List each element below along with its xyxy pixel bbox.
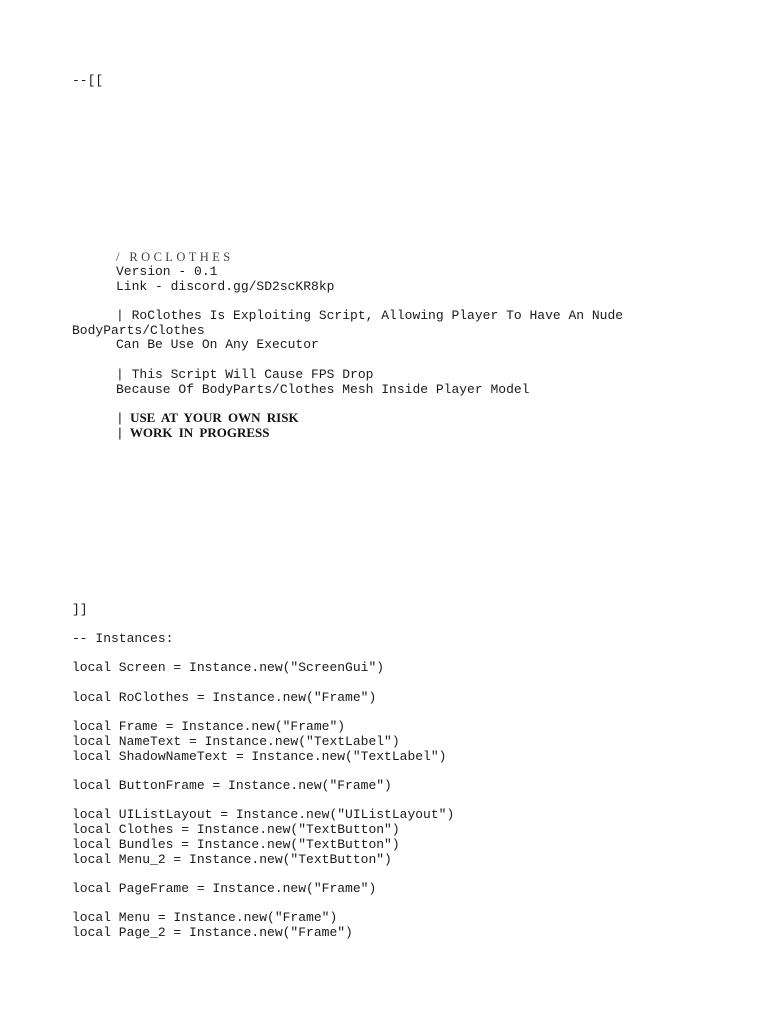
warning-risk-text: USE AT YOUR OWN RISK	[130, 410, 299, 425]
code-line-buttonframe: local ButtonFrame = Instance.new("Frame")	[72, 778, 392, 793]
code-line-bundles: local Bundles = Instance.new("TextButton")	[72, 837, 400, 852]
banner-desc-line3: Can Be Use On Any Executor	[116, 337, 319, 352]
code-line-clothes: local Clothes = Instance.new("TextButton")	[72, 822, 400, 837]
comment-close: ]]	[72, 602, 88, 617]
code-line-page2: local Page_2 = Instance.new("Frame")	[72, 925, 353, 940]
banner-title-text: ROCLOTHES	[129, 250, 234, 264]
code-line-menu: local Menu = Instance.new("Frame")	[72, 910, 338, 925]
instances-comment: -- Instances:	[72, 631, 174, 646]
code-line-menu2: local Menu_2 = Instance.new("TextButton")	[72, 852, 392, 867]
code-line-shadownametext: local ShadowNameText = Instance.new("TextLabel")	[72, 749, 447, 764]
code-line-roclothes: local RoClothes = Instance.new("Frame")	[72, 690, 377, 705]
code-line-uilistlayout: local UIListLayout = Instance.new("UIListLayout")	[72, 807, 455, 822]
code-line-pageframe: local PageFrame = Instance.new("Frame")	[72, 881, 377, 896]
code-line-nametext: local NameText = Instance.new("TextLabel")	[72, 734, 400, 749]
warning-wip-text: WORK IN PROGRESS	[129, 425, 270, 440]
banner-fps-line1: | This Script Will Cause FPS Drop	[116, 367, 374, 382]
banner-title-prefix: /	[116, 250, 130, 264]
banner-fps-line2: Because Of BodyParts/Clothes Mesh Inside Player Model	[116, 382, 530, 397]
banner-title	[116, 250, 234, 265]
banner-link: Link - discord.gg/SD2scKR8kp	[116, 279, 335, 294]
comment-open: --[[	[72, 73, 104, 88]
warning-wip-bar: |	[116, 426, 124, 441]
warning-risk-bar: |	[116, 411, 124, 426]
banner-desc-line2: BodyParts/Clothes	[72, 323, 205, 338]
code-line-screen: local Screen = Instance.new("ScreenGui")	[72, 660, 385, 675]
banner-desc-line1: | RoClothes Is Exploiting Script, Allowing Player To Have An Nude	[116, 308, 624, 323]
warning-wip	[116, 426, 269, 442]
banner-version: Version - 0.1	[116, 264, 218, 279]
code-line-frame: local Frame = Instance.new("Frame")	[72, 719, 346, 734]
